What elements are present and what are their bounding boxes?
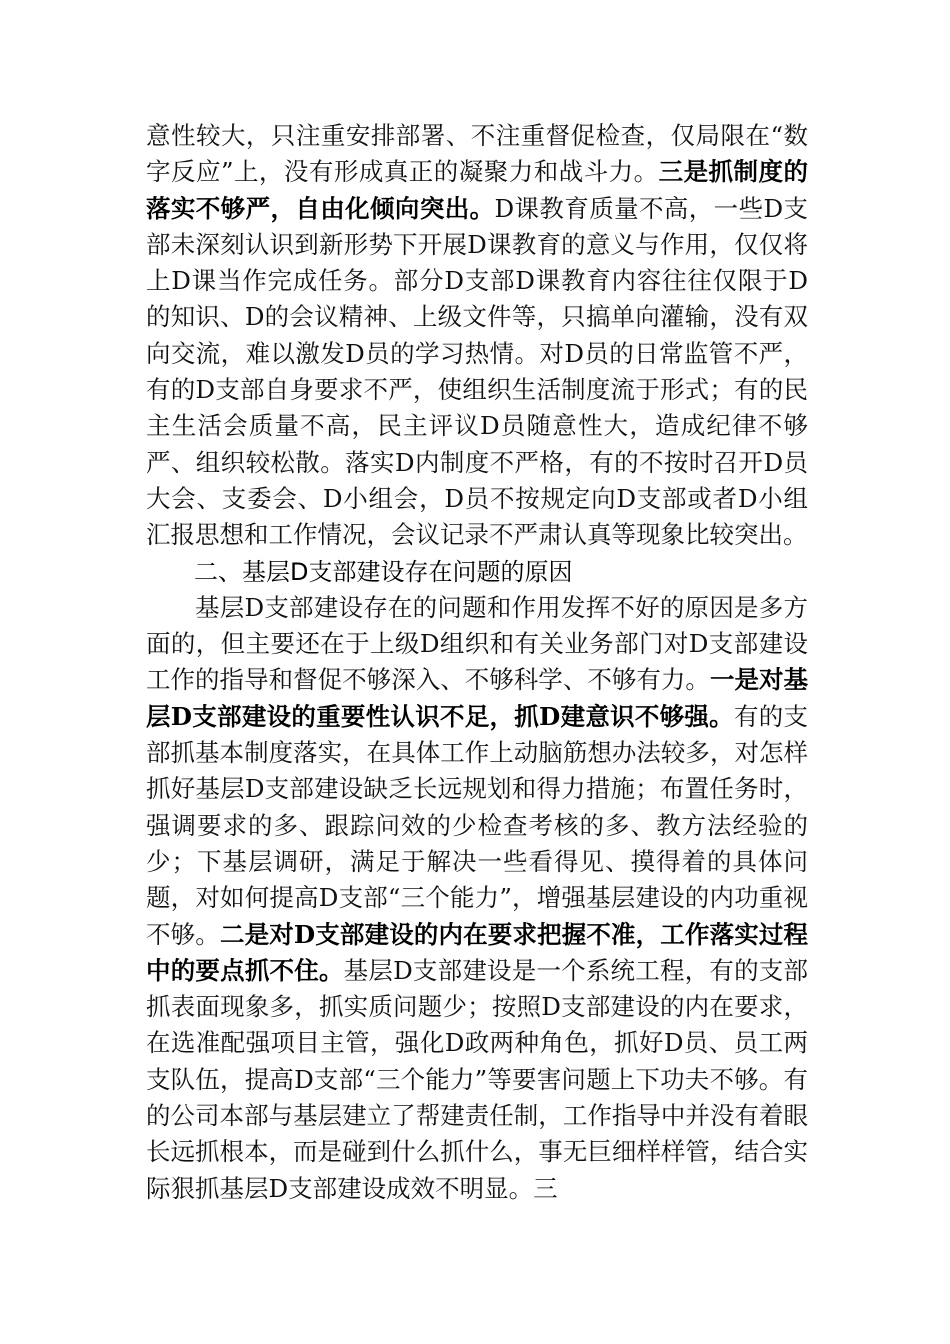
bold-key-point: 一是对基层D支部建设的重要性认识不足，抓D建意识不够强。 bbox=[146, 665, 809, 731]
body-paragraph bbox=[146, 590, 808, 1207]
paragraph-text: 基层D支部建设是一个系统工程，有的支部抓表面现象多，抓实质问题少；按照D支部建设的内在要求，在选准配强项目主管，强化D政两种角色，抓好D员、员工两支队伍，提高D支部“三个能力”等要害问题上下功夫不够。有的公司本部与基层建立了帮建责任制，工作指导中并没有着眼长远抓根本，而是碰到什么抓什么，事无巨细样样管，结合实际狠抓基层D支部建设成效不明显。三 bbox=[146, 955, 808, 1203]
paragraph-text: 有的支部抓基本制度落实，在具体工作上动脑筋想办法较多，对怎样抓好基层D支部建设缺乏长远规划和得力措施；布置任务时，强调要求的多、跟踪问效的少检查考核的多、教方法经验的少；下基层调研，满足于解决一些看得见、摸得着的具体问题，对如何提高D支部“三个能力”，增强基层建设的内功重视不够。 bbox=[146, 701, 808, 949]
paragraph-text: 基层D支部建设存在的问题和作用发挥不好的原因是多方面的，但主要还在于上级D组织和有关业务部门对D支部建设工作的指导和督促不够深入、不够科学、不够有力。 bbox=[146, 592, 808, 695]
bold-key-point: 三是抓制度的落实不够严，自由化倾向突出。 bbox=[146, 157, 808, 223]
body-paragraph bbox=[146, 118, 808, 554]
document-page bbox=[146, 118, 808, 1207]
paragraph-text: D课教育质量不高，一些D支部未深刻认识到新形势下开展D课教育的意义与作用，仅仅将上D课当作完成任务。部分D支部D课教育内容往往仅限于D的知识、D的会议精神、上级文件等，只搞单向灌输，没有双向交流，难以激发D员的学习热情。对D员的日常监管不严，有的D支部自身要求不严，使组织生活制度流于形式；有的民主生活会质量不高，民主评议D员随意性大，造成纪律不够严、组织较松散。落实D内制度不严格，有的不按时召开D员大会、支委会、D小组会，D员不按规定向D支部或者D小组汇报思想和工作情况，会议记录不严肃认真等现象比较突出。 bbox=[146, 193, 808, 550]
section-heading: 二、基层D支部建设存在问题的原因 bbox=[194, 557, 573, 586]
paragraph-text: 意性较大，只注重安排部署、不注重督促检查，仅局限在“数字反应”上，没有形成真正的凝聚力和战斗力。 bbox=[146, 121, 808, 187]
bold-key-point: 二是对D支部建设的内在要求把握不准，工作落实过程中的要点抓不住。 bbox=[146, 919, 808, 985]
